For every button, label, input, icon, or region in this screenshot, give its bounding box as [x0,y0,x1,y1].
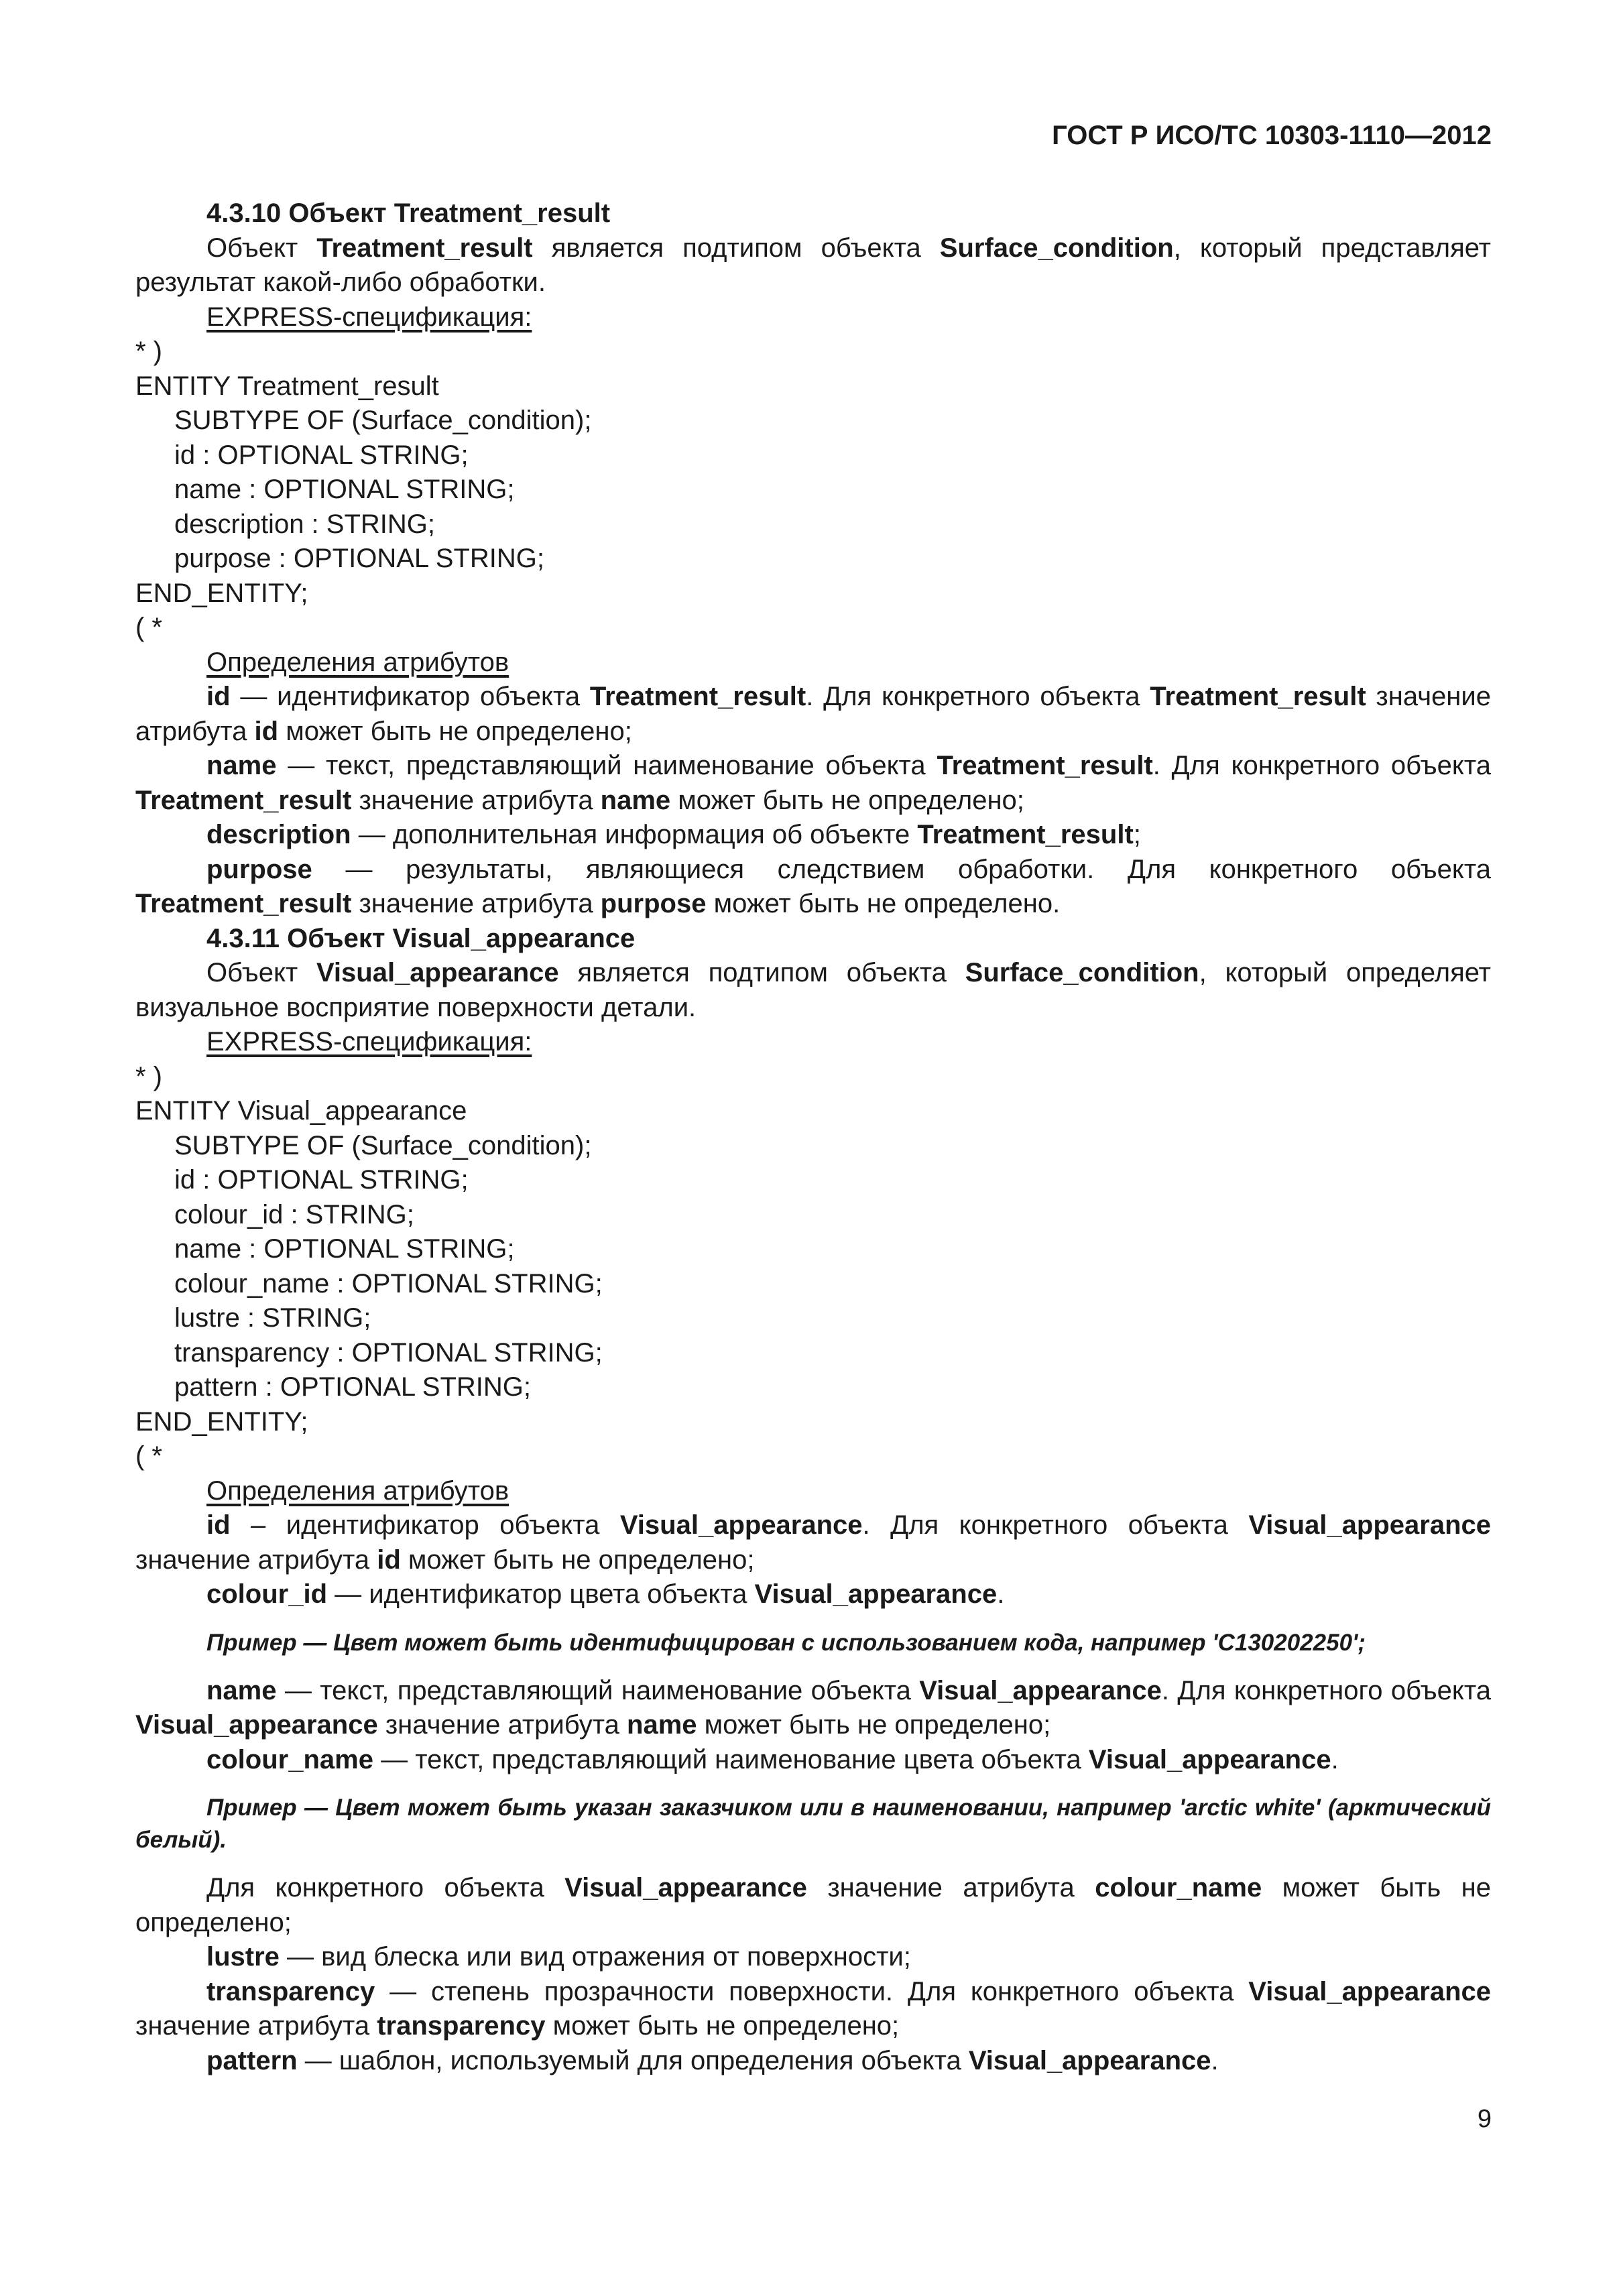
example-note: Пример — Цвет может быть идентифицирован с использованием кода, например 'C130202250'; [206,1629,1366,1656]
def-name: name — текст, представляющий наименование объекта Visual_appearance. Для конкретного объекта Visual_appearance значение атрибута name может быть не определено; [135,1675,1491,1740]
def-name: name — текст, представляющий наименование объекта Treatment_result. Для конкретного объекта Treatment_result значение атрибута name может быть не определено; [135,751,1491,815]
code-open: * ) [135,337,162,366]
page-number: 9 [1477,2105,1492,2133]
section-intro-4-3-11: Объект Visual_appearance является подтипом объекта Surface_condition, который определяет визуальное восприятие поверхности детали. [135,958,1491,1022]
page-content [135,196,1491,2078]
section-heading-4-3-10: 4.3.10 Объект Treatment_result [206,198,611,228]
code-attr: pattern : OPTIONAL STRING; [174,1372,531,1402]
attribute-definitions-label: Определения атрибутов [206,647,509,677]
def-transparency: transparency — степень прозрачности поверхности. Для конкретного объекта Visual_appearance значение атрибута transparency может быть не определено; [135,1976,1491,2041]
colour-name-continuation: Для конкретного объекта Visual_appearance значение атрибута colour_name может быть не определено; [135,1873,1491,1937]
code-attr: colour_name : OPTIONAL STRING; [174,1268,603,1298]
code-attr: colour_id : STRING; [174,1199,414,1229]
code-close: ( * [135,1441,162,1471]
code-attr: SUBTYPE OF (Surface_condition); [174,406,592,435]
code-attr: transparency : OPTIONAL STRING; [174,1337,603,1368]
code-attr: SUBTYPE OF (Surface_condition); [174,1130,592,1160]
example-note: Пример — Цвет может быть указан заказчиком или в наименовании, например 'arctic white' (арктический белый). [135,1795,1491,1853]
def-colour-id: colour_id — идентификатор цвета объекта Visual_appearance. [206,1579,1005,1609]
code-attr: lustre : STRING; [174,1303,371,1333]
code-attr: name : OPTIONAL STRING; [174,475,515,504]
code-entity: ENTITY Treatment_result [135,371,439,401]
code-attr: description : STRING; [174,509,436,539]
def-id: id – идентификатор объекта Visual_appearance. Для конкретного объекта Visual_appearance значение атрибута id может быть не определено; [135,1510,1492,1575]
attribute-definitions-label: Определения атрибутов [206,1475,509,1506]
code-attr: id : OPTIONAL STRING; [174,440,469,470]
def-purpose: purpose — результаты, являющиеся следствием обработки. Для конкретного объекта Treatment_result значение атрибута purpose может быть не определено. [135,854,1491,918]
code-end: END_ENTITY; [135,1406,308,1437]
code-end: END_ENTITY; [135,578,308,608]
code-attr: name : OPTIONAL STRING; [174,1234,515,1264]
def-lustre: lustre — вид блеска или вид отражения от поверхности; [206,1942,911,1972]
section-heading-4-3-11: 4.3.11 Объект Visual_appearance [206,923,636,953]
document-header: ГОСТ Р ИСО/ТС 10303-1110—2012 [1052,121,1492,150]
def-id: id — идентификатор объекта Treatment_result. Для конкретного объекта Treatment_result значение атрибута id может быть не определено; [135,682,1491,746]
code-attr: purpose : OPTIONAL STRING; [174,544,545,573]
express-label: EXPRESS-спецификация: [206,302,532,332]
section-intro-4-3-10: Объект Treatment_result является подтипом объекта Surface_condition, который представляет результат какой-либо обработки. [135,233,1491,297]
def-description: description — дополнительная информация об объекте Treatment_result; [206,820,1141,849]
def-pattern: pattern — шаблон, используемый для определения объекта Visual_appearance. [206,2045,1219,2075]
code-attr: id : OPTIONAL STRING; [174,1165,469,1195]
express-label: EXPRESS-спецификация: [206,1027,532,1056]
code-entity: ENTITY Visual_appearance [135,1096,467,1126]
code-close: ( * [135,613,162,642]
code-open: * ) [135,1061,162,1091]
def-colour-name: colour_name — текст, представляющий наименование цвета объекта Visual_appearance. [206,1744,1339,1774]
